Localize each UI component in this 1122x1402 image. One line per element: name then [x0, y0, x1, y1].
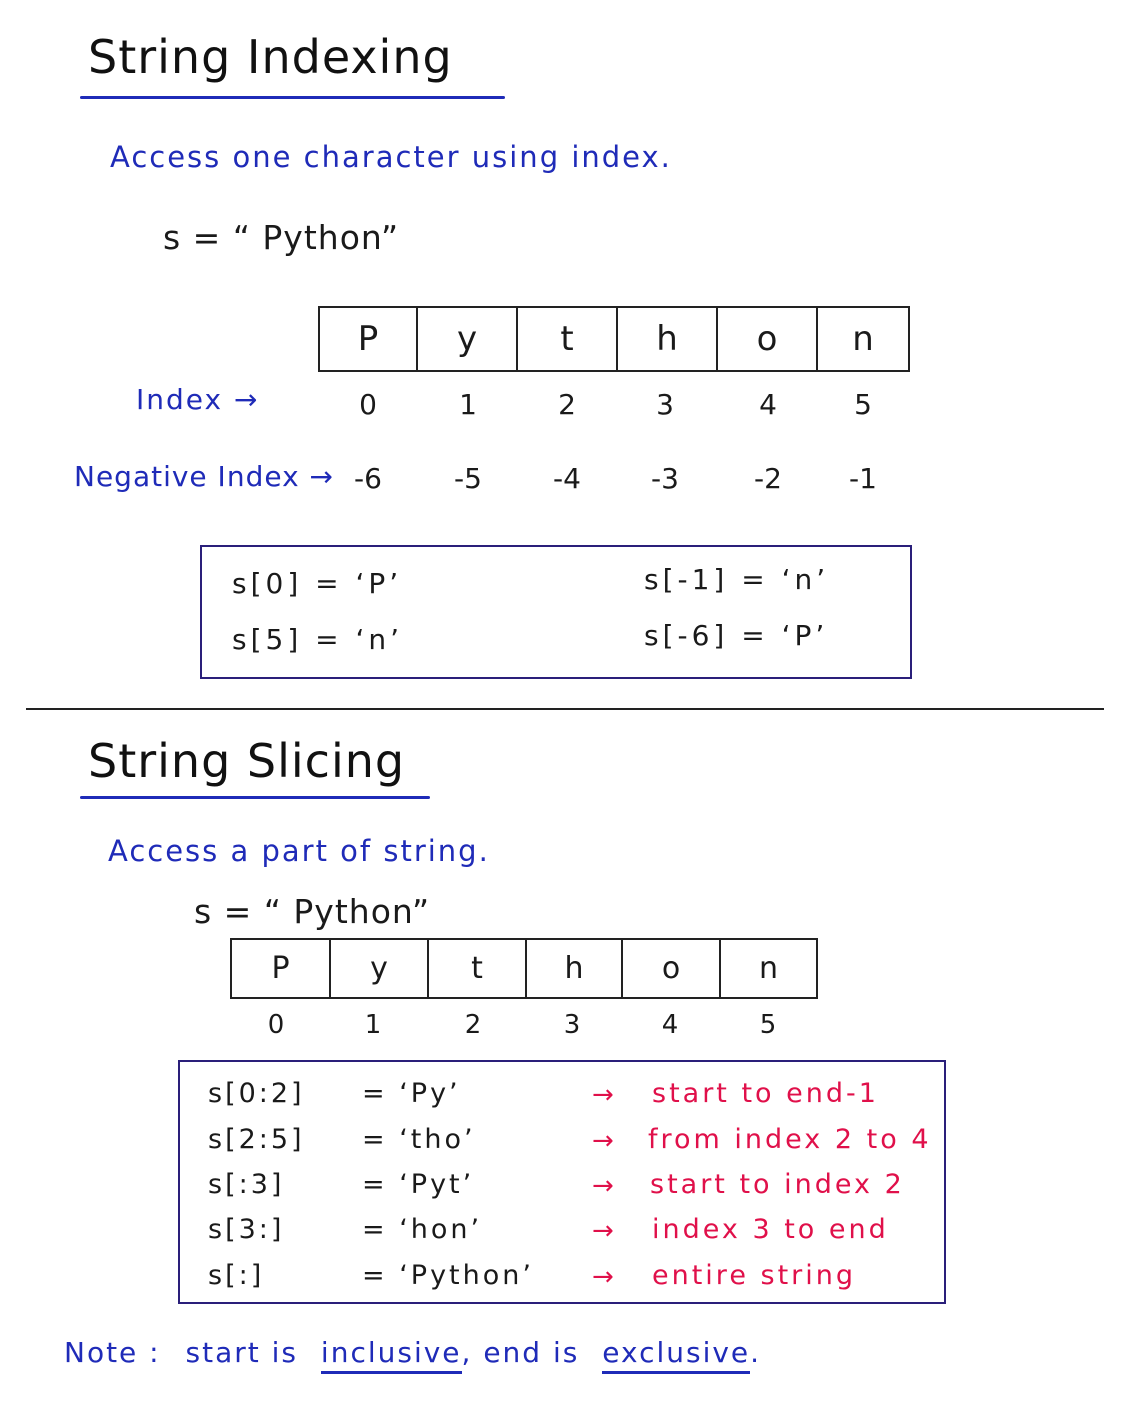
slice-expr: s[0:2] [208, 1078, 305, 1109]
indexing-example: s[5] = ‘n’ [232, 623, 404, 656]
note-text: start is [185, 1336, 299, 1369]
slicing-intro: Access a part of string. [108, 834, 490, 868]
slicing-char-boxes [230, 938, 818, 999]
negative-index-value: -4 [553, 462, 581, 495]
index-label: Index → [136, 383, 260, 416]
char-cell: t [518, 308, 618, 370]
char-cell: h [527, 940, 623, 997]
negative-index-value: -2 [754, 462, 782, 495]
slice-expr: s[:] [208, 1260, 265, 1291]
char-cell: n [852, 319, 874, 359]
char-cell: P [232, 940, 331, 997]
index-value: 2 [558, 388, 576, 421]
char-cell: y [331, 940, 429, 997]
char-cell: n [758, 951, 778, 986]
slice-index-value: 5 [759, 1010, 777, 1040]
slice-expr: s[:3] [208, 1169, 285, 1200]
indexing-example: s[-6] = ‘P’ [644, 619, 829, 652]
arrow-icon: → [592, 1126, 617, 1156]
slice-index-value: 1 [364, 1010, 382, 1040]
arrow-icon: → [592, 1262, 617, 1292]
negative-index-value: -5 [454, 462, 482, 495]
slice-result: = ‘tho’ [362, 1124, 476, 1155]
arrow-icon: → [592, 1216, 617, 1246]
slice-expr: s[2:5] [208, 1124, 305, 1155]
negative-index-value: -1 [849, 462, 877, 495]
index-value: 0 [359, 388, 377, 421]
indexing-assignment: s = “ Python” [163, 218, 400, 257]
char-cell: y [418, 308, 518, 370]
index-value: 1 [459, 388, 477, 421]
negative-index-value: -6 [354, 462, 382, 495]
indexing-char-boxes [318, 306, 910, 372]
arrow-icon: → [592, 1080, 617, 1110]
slicing-examples-box [178, 1060, 946, 1304]
char-cell: t [429, 940, 527, 997]
negative-index-value: -3 [651, 462, 679, 495]
index-value: 5 [854, 388, 872, 421]
indexing-example: s[-1] = ‘n’ [644, 563, 830, 596]
slice-note: index 3 to end [652, 1214, 889, 1245]
slicing-title: String Slicing [88, 734, 406, 788]
slice-index-value: 0 [267, 1010, 285, 1040]
indexing-example: s[0] = ‘P’ [232, 567, 403, 600]
slice-index-value: 3 [563, 1010, 581, 1040]
indexing-title-underline [80, 96, 505, 99]
char-cell: o [718, 308, 818, 370]
slice-note: start to index 2 [650, 1169, 905, 1200]
indexing-intro: Access one character using index. [110, 140, 672, 174]
note-end: . [750, 1336, 762, 1369]
slice-result: = ‘hon’ [362, 1214, 483, 1245]
char-cell: o [623, 940, 721, 997]
indexing-title: String Indexing [88, 30, 453, 84]
slice-note: from index 2 to 4 [648, 1124, 932, 1155]
section-divider [26, 708, 1104, 710]
index-value: 4 [759, 388, 777, 421]
slice-note: start to end-1 [652, 1078, 879, 1109]
slice-result: = ‘Py’ [362, 1078, 461, 1109]
slice-index-value: 2 [464, 1010, 482, 1040]
slicing-assignment: s = “ Python” [194, 892, 431, 931]
slice-index-value: 4 [661, 1010, 679, 1040]
indexing-examples-box [200, 545, 912, 679]
negative-index-label: Negative Index → [74, 460, 335, 493]
arrow-icon: → [592, 1171, 617, 1201]
slice-note: entire string [652, 1260, 857, 1291]
note-exclusive: exclusive [602, 1336, 750, 1374]
char-cell: h [618, 308, 718, 370]
slicing-title-underline [80, 796, 430, 799]
slice-result: = ‘Pyt’ [362, 1169, 475, 1200]
char-cell: P [320, 308, 418, 370]
slice-expr: s[3:] [208, 1214, 285, 1245]
note-text: , end is [461, 1336, 580, 1369]
slice-result: = ‘Python’ [362, 1260, 534, 1291]
note-label: Note : [64, 1336, 161, 1369]
note-inclusive: inclusive [321, 1336, 462, 1374]
note [64, 1336, 761, 1369]
index-value: 3 [656, 388, 674, 421]
